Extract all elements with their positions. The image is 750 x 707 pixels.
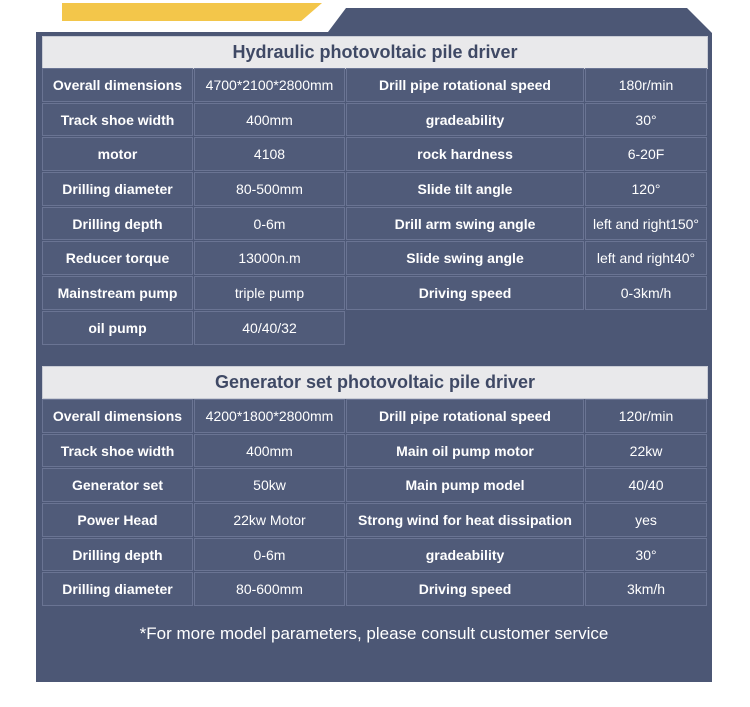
spec-label: Drilling diameter [42,572,193,606]
spec-table-generator [42,399,708,606]
spec-value: 40/40 [585,468,707,502]
section-title-generator: Generator set photovoltaic pile driver [42,366,708,399]
spec-label: Mainstream pump [42,276,193,310]
spec-value: yes [585,503,707,537]
spec-value: 400mm [194,103,345,137]
spec-value: 80-600mm [194,572,345,606]
spec-label: motor [42,137,193,171]
spec-label: rock hardness [346,137,584,171]
spec-value: triple pump [194,276,345,310]
spec-label: Power Head [42,503,193,537]
spec-value: 0-6m [194,538,345,572]
spec-value: 6-20F [585,137,707,171]
spec-label: Strong wind for heat dissipation [346,503,584,537]
spec-value: 120° [585,172,707,206]
spec-value: 120r/min [585,399,707,433]
spec-label: Main oil pump motor [346,434,584,468]
spec-value: 13000n.m [194,241,345,275]
spec-value: 0-3km/h [585,276,707,310]
spec-value: 4108 [194,137,345,171]
spec-label: Overall dimensions [42,68,193,102]
spec-value: left and right150° [585,207,707,241]
spec-label: Drill pipe rotational speed [346,68,584,102]
spec-label: Drill arm swing angle [346,207,584,241]
section-title-hydraulic: Hydraulic photovoltaic pile driver [42,36,708,69]
spec-table-hydraulic [42,68,708,345]
spec-value: 22kw Motor [194,503,345,537]
spec-value: 3km/h [585,572,707,606]
spec-label: gradeability [346,538,584,572]
spec-label: Overall dimensions [42,399,193,433]
spec-value: 80-500mm [194,172,345,206]
spec-label: Driving speed [346,276,584,310]
spec-label: Track shoe width [42,434,193,468]
spec-label: Drilling depth [42,207,193,241]
spec-value [585,311,707,345]
spec-label: Driving speed [346,572,584,606]
accent-stripe [62,3,322,21]
spec-label: gradeability [346,103,584,137]
spec-label [346,311,584,345]
spec-label: Reducer torque [42,241,193,275]
spec-label: Drilling depth [42,538,193,572]
spec-label: Slide swing angle [346,241,584,275]
spec-value: 0-6m [194,207,345,241]
spec-value: 50kw [194,468,345,502]
spec-value: 400mm [194,434,345,468]
spec-label: Drill pipe rotational speed [346,399,584,433]
spec-value: 30° [585,538,707,572]
spec-label: Generator set [42,468,193,502]
spec-label: oil pump [42,311,193,345]
spec-value: 40/40/32 [194,311,345,345]
spec-label: Main pump model [346,468,584,502]
spec-label: Slide tilt angle [346,172,584,206]
spec-value: left and right40° [585,241,707,275]
spec-value: 22kw [585,434,707,468]
spec-value: 180r/min [585,68,707,102]
spec-label: Drilling diameter [42,172,193,206]
footnote: *For more model parameters, please consult customer service [139,624,609,643]
spec-value: 4200*1800*2800mm [194,399,345,433]
spec-value: 30° [585,103,707,137]
spec-value: 4700*2100*2800mm [194,68,345,102]
spec-label: Track shoe width [42,103,193,137]
